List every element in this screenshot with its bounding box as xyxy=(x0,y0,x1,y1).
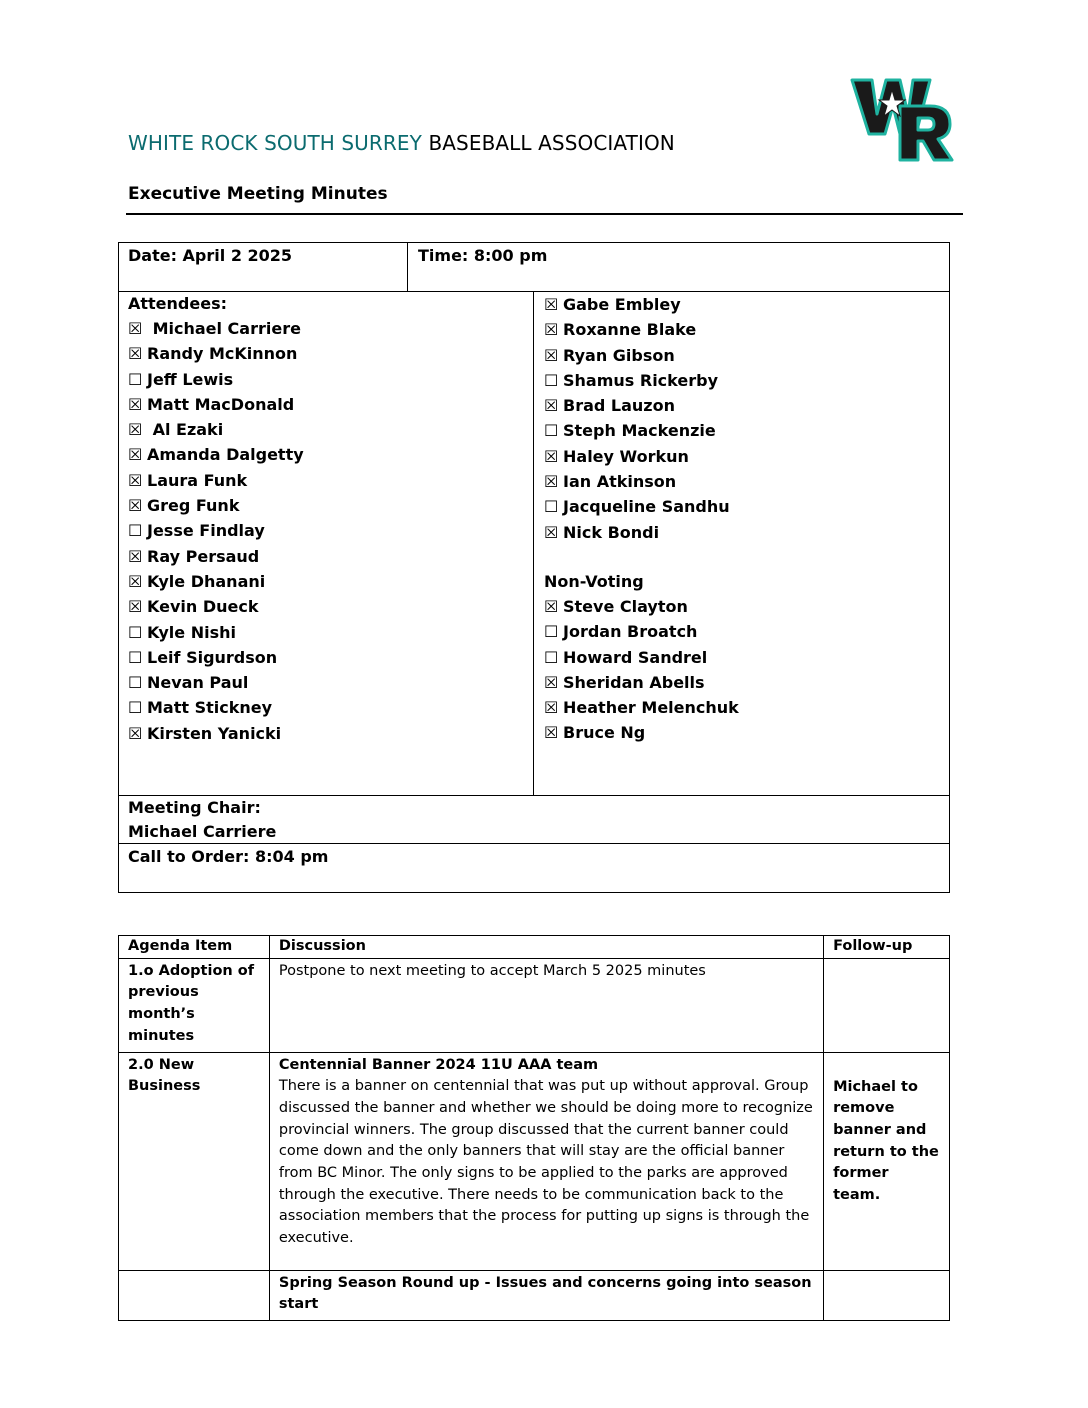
attendee-name: Steph Mackenzie xyxy=(563,421,716,441)
attendee-entry xyxy=(544,720,739,745)
row-divider-attendees xyxy=(118,795,950,796)
attendance-checkbox: ☒ xyxy=(544,597,559,616)
attendee-name: Roxanne Blake xyxy=(563,320,697,340)
attendee-name: Leif Sigurdson xyxy=(147,647,278,667)
attendee-entry xyxy=(128,468,304,493)
attendee-entry xyxy=(544,494,730,519)
attendance-checkbox: ☒ xyxy=(128,496,143,516)
attendee-entry xyxy=(544,645,739,670)
attendee-name: Sheridan Abells xyxy=(563,672,705,692)
attendee-name: Bruce Ng xyxy=(563,723,646,743)
attendee-entry xyxy=(128,417,304,442)
attendee-entry xyxy=(128,670,304,695)
row-divider-chair xyxy=(118,843,950,844)
non-voting-label: Non-Voting xyxy=(544,572,644,591)
organization-title-accent: WHITE ROCK SOUTH SURREY xyxy=(128,131,422,155)
agenda-item-cell xyxy=(119,1270,270,1320)
attendance-checkbox: ☐ xyxy=(544,370,559,390)
attendee-name: Kyle Dhanani xyxy=(147,571,266,591)
attendee-entry xyxy=(128,594,304,619)
attendee-entry xyxy=(128,518,304,543)
agenda-table xyxy=(118,935,950,1321)
attendee-name: Matt MacDonald xyxy=(147,394,295,414)
attendance-checkbox: ☐ xyxy=(128,698,143,718)
attendance-checkbox: ☒ xyxy=(544,320,559,340)
attendee-entry xyxy=(128,569,304,594)
attendees-right-list xyxy=(544,292,730,545)
attendance-checkbox: ☐ xyxy=(128,647,143,667)
attendance-checkbox: ☒ xyxy=(128,571,143,591)
attendee-name: Jeff Lewis xyxy=(147,369,234,389)
attendee-name: Jacqueline Sandhu xyxy=(563,497,730,517)
agenda-header-item: Agenda Item xyxy=(119,936,270,959)
attendance-checkbox: ☒ xyxy=(544,723,559,743)
agenda-discussion-title: Spring Season Round up - Issues and concerns going into season start xyxy=(269,1270,823,1320)
attendee-entry xyxy=(128,620,304,645)
table-row xyxy=(119,1052,950,1270)
agenda-discussion-text: There is a banner on centennial that was put up without approval. Group discussed the banner and whether we should be doing more to recognize provincial winners. The group discussed that the current banner could come down and the only banners that will stay are the official banner from BC Minor. The only signs to be applied to the parks are approved through the executive. There needs to be communication back to the association members that the process for putting up signs is through the executive. xyxy=(278,1078,813,1247)
agenda-followup-cell xyxy=(824,1052,950,1270)
attendance-checkbox: ☐ xyxy=(128,622,143,642)
attendance-checkbox: ☒ xyxy=(128,344,143,364)
agenda-followup-text: Michael to remove banner and return to the former team. xyxy=(833,1078,939,1204)
agenda-followup-cell xyxy=(824,1270,950,1320)
attendee-name: Jordan Broatch xyxy=(563,622,698,642)
attendee-entry xyxy=(128,316,304,341)
attendee-entry xyxy=(128,544,304,569)
attendee-entry xyxy=(544,418,730,443)
attendee-name: Gabe Embley xyxy=(563,295,681,314)
attendee-name: Matt Stickney xyxy=(147,698,273,718)
agenda-discussion-cell: Postpone to next meeting to accept March 5 2025 minutes xyxy=(269,958,823,1052)
meeting-chair-name: Michael Carriere xyxy=(128,822,277,841)
attendee-name: Kirsten Yanicki xyxy=(147,723,282,743)
attendance-checkbox: ☒ xyxy=(128,420,143,440)
document-subtitle: Executive Meeting Minutes xyxy=(128,184,388,204)
organization-title-rest: BASEBALL ASSOCIATION xyxy=(421,131,675,155)
attendee-entry xyxy=(544,343,730,368)
attendee-entry xyxy=(544,520,730,545)
agenda-discussion-cell xyxy=(269,1052,823,1270)
attendee-entry xyxy=(544,317,730,342)
non-voting-list xyxy=(544,594,739,746)
attendance-checkbox: ☐ xyxy=(544,647,559,667)
call-to-order: Call to Order: 8:04 pm xyxy=(128,847,329,866)
meeting-time: Time: 8:00 pm xyxy=(418,246,548,265)
attendee-entry xyxy=(544,393,730,418)
attendance-checkbox: ☒ xyxy=(544,698,559,718)
attendance-checkbox: ☒ xyxy=(128,597,143,617)
attendance-checkbox: ☒ xyxy=(544,345,559,365)
attendee-entry xyxy=(544,444,730,469)
attendee-entry xyxy=(128,442,304,467)
attendee-name: Greg Funk xyxy=(147,496,240,516)
attendee-name: Brad Lauzon xyxy=(563,396,675,416)
attendance-checkbox: ☐ xyxy=(128,521,143,541)
attendance-checkbox: ☐ xyxy=(544,421,559,441)
attendee-name: Laura Funk xyxy=(147,470,248,490)
attendee-name: Heather Melenchuk xyxy=(563,698,739,718)
attendee-name: Nevan Paul xyxy=(147,673,249,693)
agenda-header-discussion: Discussion xyxy=(269,936,823,959)
col-divider-attendees xyxy=(533,291,534,796)
table-row xyxy=(119,1270,950,1320)
attendance-checkbox: ☒ xyxy=(544,396,559,416)
attendee-entry xyxy=(128,493,304,518)
attendance-checkbox: ☒ xyxy=(128,319,143,338)
attendance-checkbox: ☐ xyxy=(128,369,143,389)
attendance-checkbox: ☒ xyxy=(128,394,143,414)
attendee-name: Randy McKinnon xyxy=(147,344,298,364)
attendee-entry xyxy=(128,367,304,392)
attendance-checkbox: ☒ xyxy=(128,445,143,465)
attendee-name: Ryan Gibson xyxy=(563,345,675,365)
attendee-entry xyxy=(544,368,730,393)
attendance-checkbox: ☒ xyxy=(544,522,559,542)
attendee-entry xyxy=(128,695,304,720)
meeting-chair-label: Meeting Chair: xyxy=(128,798,261,817)
title-divider xyxy=(126,213,963,215)
attendee-name: Amanda Dalgetty xyxy=(147,445,304,465)
attendance-checkbox: ☐ xyxy=(128,673,143,693)
attendee-name: Kevin Dueck xyxy=(147,597,259,617)
attendee-name: Haley Workun xyxy=(563,446,689,466)
attendee-entry xyxy=(128,721,304,746)
attendee-entry xyxy=(128,645,304,670)
wr-logo xyxy=(850,76,954,164)
attendance-checkbox: ☒ xyxy=(128,546,143,566)
attendee-entry xyxy=(544,695,739,720)
attendees-label: Attendees: xyxy=(128,294,227,313)
attendee-entry xyxy=(544,670,739,695)
attendee-name: Michael Carriere xyxy=(147,319,301,338)
agenda-discussion-title: Centennial Banner 2024 11U AAA team xyxy=(278,1056,599,1073)
meeting-date: Date: April 2 2025 xyxy=(128,246,293,265)
attendance-checkbox: ☐ xyxy=(544,497,559,517)
col-divider-date-time xyxy=(407,242,408,292)
attendee-name: Al Ezaki xyxy=(147,420,224,440)
wr-logo-graphic xyxy=(850,76,954,164)
attendance-checkbox: ☒ xyxy=(544,672,559,692)
agenda-item-cell: 2.0 New Business xyxy=(119,1052,270,1270)
attendee-name: Kyle Nishi xyxy=(147,622,236,642)
agenda-item-cell: 1.o Adoption of previous month’s minutes xyxy=(119,958,270,1052)
attendance-checkbox: ☒ xyxy=(544,295,559,314)
attendee-name: Shamus Rickerby xyxy=(563,370,718,390)
organization-title xyxy=(128,131,675,155)
attendance-checkbox: ☒ xyxy=(544,472,559,492)
attendee-entry xyxy=(128,341,304,366)
attendee-entry xyxy=(544,469,730,494)
attendance-checkbox: ☒ xyxy=(128,470,143,490)
attendee-entry xyxy=(544,594,739,619)
attendance-checkbox: ☒ xyxy=(128,723,143,743)
agenda-header-row xyxy=(119,936,950,959)
agenda-header-followup: Follow-up xyxy=(824,936,950,959)
table-row xyxy=(119,958,950,1052)
attendee-name: Ian Atkinson xyxy=(563,472,677,492)
attendee-name: Nick Bondi xyxy=(563,522,660,542)
row-divider-date xyxy=(118,291,950,292)
attendee-entry xyxy=(544,292,730,317)
agenda-followup-cell xyxy=(824,958,950,1052)
attendance-checkbox: ☐ xyxy=(544,622,559,642)
attendee-entry xyxy=(128,392,304,417)
attendee-name: Ray Persaud xyxy=(147,546,260,566)
attendees-left-list xyxy=(128,316,304,746)
attendance-checkbox: ☒ xyxy=(544,446,559,466)
attendee-name: Steve Clayton xyxy=(563,597,688,616)
attendee-name: Howard Sandrel xyxy=(563,647,708,667)
attendee-name: Jesse Findlay xyxy=(147,521,265,541)
attendee-entry xyxy=(544,619,739,644)
